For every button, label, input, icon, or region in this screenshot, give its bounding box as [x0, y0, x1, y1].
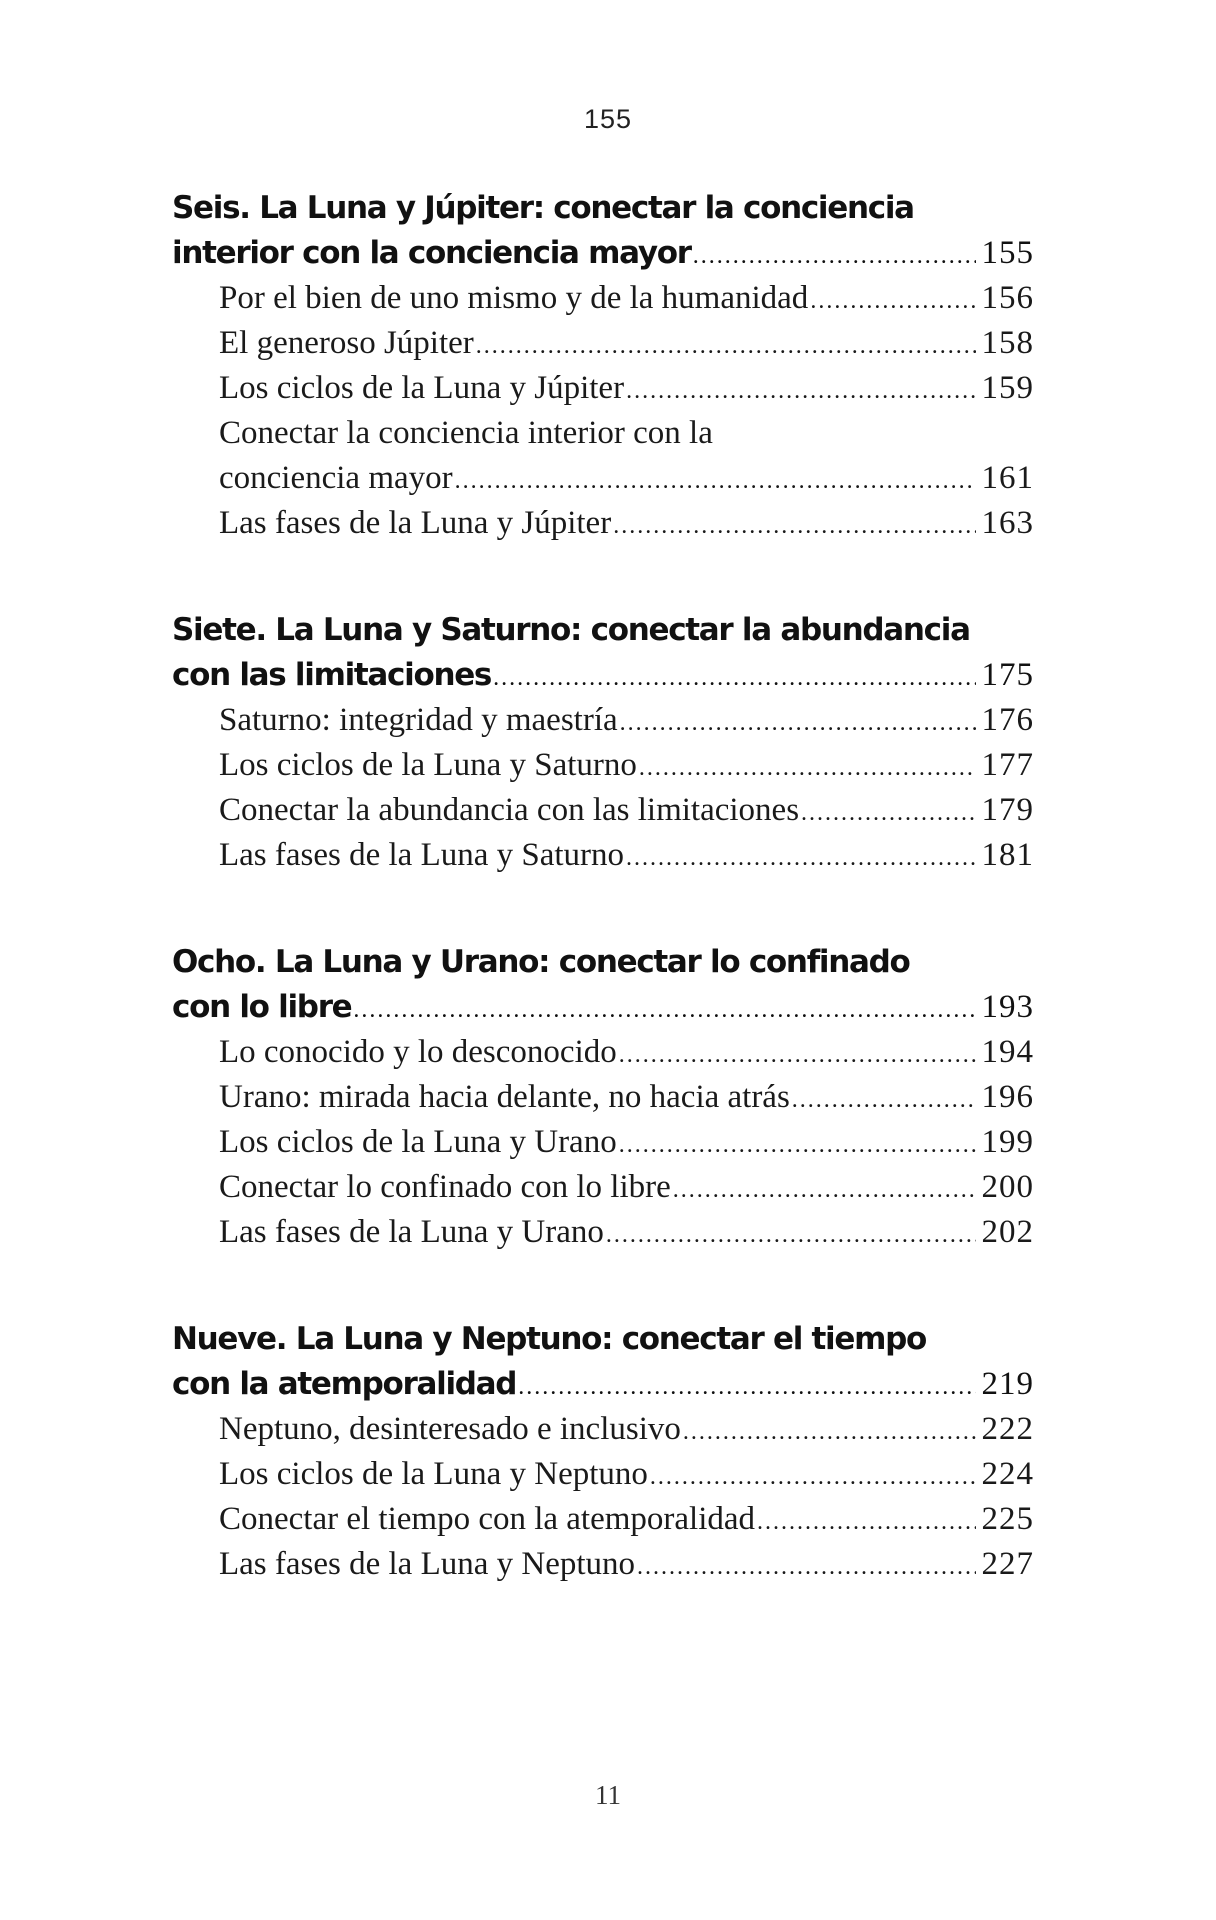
toc-entry[interactable]	[172, 505, 1034, 550]
toc-entry[interactable]	[172, 325, 1034, 370]
page-number: 200	[981, 1169, 1034, 1205]
dot-leader	[626, 378, 975, 405]
dot-leader	[518, 1374, 975, 1401]
chapter-title: con lo libre	[172, 989, 352, 1025]
toc-chapter	[172, 1321, 1034, 1591]
page-number: 155	[981, 235, 1034, 271]
dot-leader	[650, 1464, 976, 1491]
chapter-title-line	[172, 612, 1034, 657]
dot-leader	[455, 468, 976, 495]
toc-entry[interactable]	[172, 792, 1034, 837]
section-title: Conectar la conciencia interior con la	[219, 415, 713, 451]
section-title: Los ciclos de la Luna y Júpiter	[219, 370, 625, 406]
toc-entry[interactable]	[172, 747, 1034, 792]
section-title: Las fases de la Luna y Júpiter	[219, 505, 612, 541]
page-number: 181	[981, 837, 1034, 873]
page-number: 202	[981, 1214, 1034, 1250]
section-title: Los ciclos de la Luna y Neptuno	[219, 1456, 648, 1492]
dot-leader	[693, 243, 976, 270]
chapter-title: interior con la conciencia mayor	[172, 235, 691, 271]
toc-entry[interactable]	[172, 235, 1034, 280]
toc-entry[interactable]	[172, 1079, 1034, 1124]
toc-entry[interactable]	[172, 1546, 1034, 1591]
section-title: Los ciclos de la Luna y Urano	[219, 1124, 617, 1160]
section-title: Neptuno, desinteresado e inclusivo	[219, 1411, 681, 1447]
section-title-line	[172, 415, 1034, 460]
page-number: 193	[981, 989, 1034, 1025]
toc-entry[interactable]	[172, 1366, 1034, 1411]
page-number: 175	[981, 657, 1034, 693]
toc-entry[interactable]	[172, 1411, 1034, 1456]
dot-leader	[792, 1087, 976, 1114]
page-number: 227	[981, 1546, 1034, 1582]
dot-leader	[673, 1177, 976, 1204]
page-number: 163	[981, 505, 1034, 541]
section-title: Las fases de la Luna y Urano	[219, 1214, 604, 1250]
chapter-title: Ocho. La Luna y Urano: conectar lo confinado	[172, 944, 910, 980]
dot-leader	[619, 1042, 976, 1069]
dot-leader	[757, 1509, 975, 1536]
dot-leader	[353, 997, 975, 1024]
toc-chapter	[172, 944, 1034, 1259]
chapter-title: con la atemporalidad	[172, 1366, 517, 1402]
chapter-title: Seis. La Luna y Júpiter: conectar la conciencia	[172, 190, 914, 226]
section-title: Por el bien de uno mismo y de la humanidad	[219, 280, 809, 316]
page-number: 159	[981, 370, 1034, 406]
section-title: Saturno: integridad y maestría	[219, 702, 618, 738]
section-title: Las fases de la Luna y Saturno	[219, 837, 625, 873]
dot-leader	[476, 333, 976, 360]
dot-leader	[613, 513, 975, 540]
toc-entry[interactable]	[172, 1501, 1034, 1546]
page-number: 225	[981, 1501, 1034, 1537]
section-title: Urano: mirada hacia delante, no hacia atrás	[219, 1079, 790, 1115]
dot-leader	[626, 845, 975, 872]
page-number: 161	[981, 460, 1034, 496]
chapter-title-line	[172, 1321, 1034, 1366]
chapter-title-line	[172, 944, 1034, 989]
page-number: 177	[981, 747, 1034, 783]
toc-entry[interactable]	[172, 1169, 1034, 1214]
section-title: Conectar lo confinado con lo libre	[219, 1169, 671, 1205]
dot-leader	[493, 665, 975, 692]
chapter-title: Siete. La Luna y Saturno: conectar la abundancia	[172, 612, 970, 648]
page-number: 224	[981, 1456, 1034, 1492]
dot-leader	[637, 1554, 975, 1581]
toc-entry[interactable]	[172, 1214, 1034, 1259]
toc-entry[interactable]	[172, 280, 1034, 325]
section-title: conciencia mayor	[219, 460, 453, 496]
dot-leader	[606, 1222, 976, 1249]
section-title: Lo conocido y lo desconocido	[219, 1034, 617, 1070]
page-number: 158	[981, 325, 1034, 361]
page-number: 179	[981, 792, 1034, 828]
section-title: Conectar el tiempo con la atemporalidad	[219, 1501, 756, 1537]
page-number: 194	[981, 1034, 1034, 1070]
page-number: 219	[981, 1366, 1034, 1402]
toc-entry[interactable]	[172, 1124, 1034, 1169]
page-footer-number: 11	[595, 1780, 621, 1810]
chapter-title: Nueve. La Luna y Neptuno: conectar el tiempo	[172, 1321, 926, 1357]
table-of-contents	[172, 190, 1034, 1653]
toc-entry[interactable]	[172, 657, 1034, 702]
toc-entry[interactable]	[172, 837, 1034, 882]
page-number: 156	[981, 280, 1034, 316]
toc-entry[interactable]	[172, 1034, 1034, 1079]
toc-entry[interactable]	[172, 989, 1034, 1034]
page-header-number: 155	[583, 104, 633, 134]
page-number: 176	[981, 702, 1034, 738]
page-number: 222	[981, 1411, 1034, 1447]
dot-leader	[620, 710, 976, 737]
section-title: Conectar la abundancia con las limitaciones	[219, 792, 800, 828]
toc-entry[interactable]	[172, 702, 1034, 747]
section-title: Las fases de la Luna y Neptuno	[219, 1546, 636, 1582]
toc-entry[interactable]	[172, 370, 1034, 415]
dot-leader	[810, 288, 975, 315]
toc-chapter	[172, 190, 1034, 550]
section-title: Los ciclos de la Luna y Saturno	[219, 747, 637, 783]
dot-leader	[801, 800, 975, 827]
page-number: 196	[981, 1079, 1034, 1115]
section-title: El generoso Júpiter	[219, 325, 474, 361]
dot-leader	[683, 1419, 976, 1446]
toc-chapter	[172, 612, 1034, 882]
toc-entry[interactable]	[172, 1456, 1034, 1501]
page-number: 199	[981, 1124, 1034, 1160]
dot-leader	[639, 755, 976, 782]
toc-entry[interactable]	[172, 460, 1034, 505]
chapter-title-line	[172, 190, 1034, 235]
dot-leader	[619, 1132, 976, 1159]
chapter-title: con las limitaciones	[172, 657, 492, 693]
